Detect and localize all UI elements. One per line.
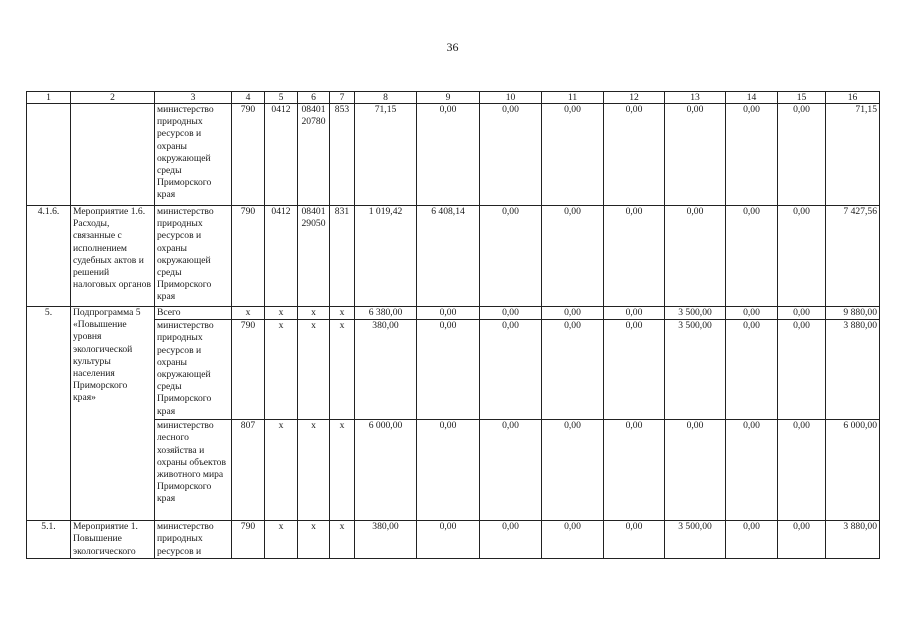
grbs-cell: x <box>232 307 265 320</box>
value-cell: 0,00 <box>480 206 542 307</box>
value-cell: 0,00 <box>778 521 826 559</box>
value-cell: 0,00 <box>542 307 604 320</box>
value-cell: 0,00 <box>604 420 665 521</box>
table-row <box>27 307 880 320</box>
vr-cell: x <box>330 307 355 320</box>
value-cell: 0,00 <box>778 307 826 320</box>
total-cell: 3 880,00 <box>826 320 880 420</box>
value-cell: 0,00 <box>480 320 542 420</box>
table-row <box>27 206 880 307</box>
column-header: 2 <box>71 92 155 104</box>
total-cell: 6 000,00 <box>826 420 880 521</box>
executor-cell: министерство природных ресурсов и <box>155 521 232 559</box>
table-row <box>27 320 880 420</box>
vr-cell: x <box>330 420 355 521</box>
csr-cell: 08401 29050 <box>298 206 330 307</box>
vr-cell: 853 <box>330 104 355 206</box>
value-cell: 0,00 <box>604 206 665 307</box>
value-cell: 0,00 <box>480 521 542 559</box>
column-header: 9 <box>417 92 480 104</box>
total-cell: 9 880,00 <box>826 307 880 320</box>
total-cell: 3 880,00 <box>826 521 880 559</box>
value-cell: 0,00 <box>417 521 480 559</box>
value-cell: 0,00 <box>726 420 778 521</box>
value-cell: 0,00 <box>726 320 778 420</box>
value-cell: 0,00 <box>726 104 778 206</box>
column-header: 7 <box>330 92 355 104</box>
value-cell: 0,00 <box>542 320 604 420</box>
value-cell: 6 380,00 <box>355 307 417 320</box>
grbs-cell: 790 <box>232 521 265 559</box>
value-cell: 0,00 <box>604 320 665 420</box>
total-cell: 7 427,56 <box>826 206 880 307</box>
row-name <box>71 104 155 206</box>
vr-cell: x <box>330 320 355 420</box>
row-name: Подпрограмма 5 «Повышение уровня экологической культуры населения Приморского края» <box>71 307 155 521</box>
row-name: Мероприятие 1.6. Расходы, связанные с исполнением судебных актов и решений налоговых органов <box>71 206 155 307</box>
value-cell: 0,00 <box>480 307 542 320</box>
csr-cell: x <box>298 521 330 559</box>
column-header: 1 <box>27 92 71 104</box>
executor-cell: министерство природных ресурсов и охраны окружающей среды Приморского края <box>155 320 232 420</box>
value-cell: 0,00 <box>778 206 826 307</box>
vr-cell: 831 <box>330 206 355 307</box>
rzpr-cell: x <box>265 320 298 420</box>
value-cell: 0,00 <box>778 420 826 521</box>
value-cell: 3 500,00 <box>665 521 726 559</box>
column-header: 8 <box>355 92 417 104</box>
header-row <box>27 92 880 104</box>
rzpr-cell: x <box>265 521 298 559</box>
total-cell: 71,15 <box>826 104 880 206</box>
column-header: 5 <box>265 92 298 104</box>
row-number: 5.1. <box>27 521 71 559</box>
grbs-cell: 790 <box>232 104 265 206</box>
value-cell: 0,00 <box>665 104 726 206</box>
csr-cell: x <box>298 307 330 320</box>
column-header: 10 <box>480 92 542 104</box>
column-header: 6 <box>298 92 330 104</box>
column-header: 14 <box>726 92 778 104</box>
value-cell: 0,00 <box>778 104 826 206</box>
value-cell: 6 000,00 <box>355 420 417 521</box>
value-cell: 0,00 <box>417 307 480 320</box>
value-cell: 1 019,42 <box>355 206 417 307</box>
value-cell: 0,00 <box>604 307 665 320</box>
table-row <box>27 420 880 521</box>
grbs-cell: 790 <box>232 320 265 420</box>
rzpr-cell: x <box>265 420 298 521</box>
executor-cell: министерство природных ресурсов и охраны окружающей среды Приморского края <box>155 206 232 307</box>
rzpr-cell: 0412 <box>265 206 298 307</box>
row-number: 5. <box>27 307 71 521</box>
column-header: 12 <box>604 92 665 104</box>
executor-cell: министерство природных ресурсов и охраны окружающей среды Приморского края <box>155 104 232 206</box>
row-name: Мероприятие 1. Повышение экологического <box>71 521 155 559</box>
value-cell: 0,00 <box>480 104 542 206</box>
value-cell: 0,00 <box>417 104 480 206</box>
value-cell: 0,00 <box>480 420 542 521</box>
column-header: 16 <box>826 92 880 104</box>
value-cell: 0,00 <box>542 206 604 307</box>
value-cell: 0,00 <box>726 521 778 559</box>
value-cell: 0,00 <box>542 420 604 521</box>
budget-table <box>26 91 880 559</box>
value-cell: 71,15 <box>355 104 417 206</box>
value-cell: 0,00 <box>542 104 604 206</box>
value-cell: 0,00 <box>542 521 604 559</box>
value-cell: 0,00 <box>665 206 726 307</box>
grbs-cell: 807 <box>232 420 265 521</box>
value-cell: 0,00 <box>726 206 778 307</box>
value-cell: 380,00 <box>355 521 417 559</box>
value-cell: 3 500,00 <box>665 307 726 320</box>
value-cell: 0,00 <box>604 521 665 559</box>
value-cell: 6 408,14 <box>417 206 480 307</box>
executor-cell: министерство лесного хозяйства и охраны объектов животного мира Приморского края <box>155 420 232 521</box>
value-cell: 0,00 <box>778 320 826 420</box>
value-cell: 0,00 <box>726 307 778 320</box>
executor-cell: Всего <box>155 307 232 320</box>
column-header: 4 <box>232 92 265 104</box>
csr-cell: x <box>298 320 330 420</box>
value-cell: 380,00 <box>355 320 417 420</box>
rzpr-cell: x <box>265 307 298 320</box>
value-cell: 0,00 <box>604 104 665 206</box>
csr-cell: 08401 20780 <box>298 104 330 206</box>
column-header: 3 <box>155 92 232 104</box>
column-header: 11 <box>542 92 604 104</box>
grbs-cell: 790 <box>232 206 265 307</box>
column-header: 15 <box>778 92 826 104</box>
csr-cell: x <box>298 420 330 521</box>
table-row <box>27 104 880 206</box>
column-header: 13 <box>665 92 726 104</box>
value-cell: 3 500,00 <box>665 320 726 420</box>
page-number: 36 <box>446 40 459 54</box>
value-cell: 0,00 <box>417 320 480 420</box>
rzpr-cell: 0412 <box>265 104 298 206</box>
value-cell: 0,00 <box>417 420 480 521</box>
table-row <box>27 521 880 559</box>
row-number <box>27 104 71 206</box>
vr-cell: x <box>330 521 355 559</box>
value-cell: 0,00 <box>665 420 726 521</box>
row-number: 4.1.6. <box>27 206 71 307</box>
